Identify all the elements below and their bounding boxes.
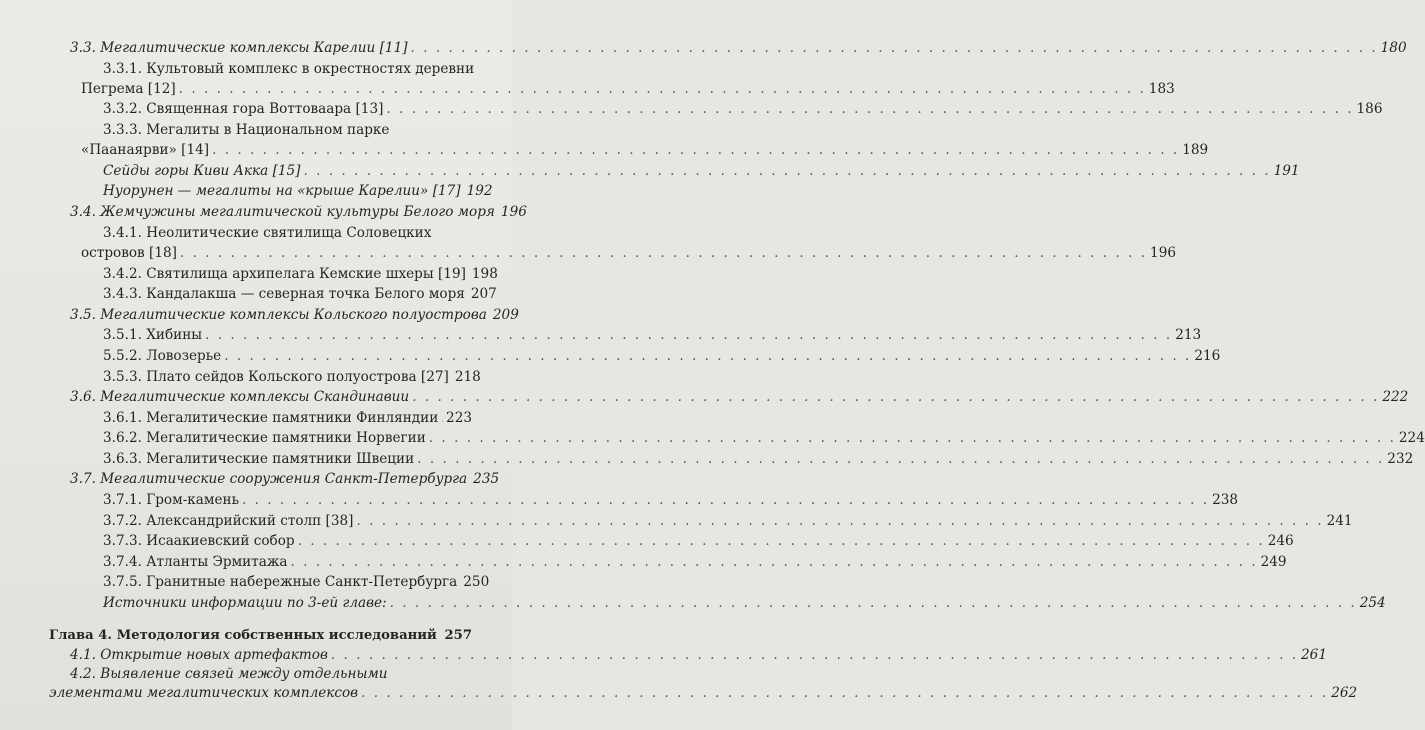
leader-dots bbox=[331, 647, 1298, 663]
toc-entry[interactable] bbox=[103, 265, 498, 282]
toc-title: 3.7.4. Атланты Эрмитажа bbox=[103, 553, 288, 570]
toc-title: 3.4. Жемчужины мегалитической культуры Белого моря bbox=[70, 203, 495, 220]
toc-title: 3.5.3. Плато сейдов Кольского полуострова [27] bbox=[103, 368, 449, 385]
toc-entry-first-line[interactable]: 4.2. Выявление связей между отдельными bbox=[70, 665, 388, 682]
toc-title: Сейды горы Киви Акка [15] bbox=[103, 162, 301, 179]
toc-entry[interactable] bbox=[103, 594, 1386, 611]
toc-title: 3.3. Мегалитические комплексы Карелии [11] bbox=[70, 40, 408, 57]
toc-title: элементами мегалитических комплексов bbox=[49, 684, 359, 701]
toc-title: островов [18] bbox=[81, 245, 177, 262]
toc-title: 3.6.2. Мегалитические памятники Норвегии bbox=[103, 430, 426, 447]
toc-title: 3.7.2. Александрийский столп [38] bbox=[103, 512, 354, 529]
leader-dots bbox=[298, 533, 1265, 549]
toc-title: 3.3.2. Священная гора Воттоваара [13] bbox=[103, 101, 384, 118]
toc-entry[interactable] bbox=[103, 286, 497, 303]
leader-dots bbox=[212, 142, 1179, 158]
toc-page: 198 bbox=[471, 265, 498, 282]
toc-title: 3.7.1. Гром-камень bbox=[103, 491, 239, 508]
toc-page: 224 bbox=[1398, 430, 1425, 447]
toc-entry[interactable] bbox=[103, 574, 490, 591]
toc-entry[interactable] bbox=[70, 389, 1409, 406]
toc-page: 250 bbox=[463, 574, 490, 591]
toc-entry[interactable] bbox=[103, 162, 1300, 179]
toc-entry[interactable] bbox=[103, 450, 1414, 467]
leader-dots bbox=[390, 595, 1357, 611]
toc-page: 191 bbox=[1273, 162, 1300, 179]
leader-dots bbox=[179, 81, 1146, 97]
leader-dots bbox=[412, 389, 1379, 405]
toc-entry[interactable] bbox=[103, 327, 1202, 344]
toc-page: 207 bbox=[470, 286, 497, 303]
leader-dots bbox=[290, 554, 1257, 570]
toc-entry[interactable] bbox=[103, 512, 1353, 529]
toc-entry[interactable] bbox=[70, 647, 1327, 664]
leader-dots bbox=[429, 430, 1396, 446]
toc-page: 213 bbox=[1175, 327, 1202, 344]
toc-page: 186 bbox=[1356, 101, 1383, 118]
toc-page: 254 bbox=[1359, 594, 1386, 611]
toc-entry[interactable] bbox=[49, 684, 1358, 701]
leader-dots bbox=[303, 163, 1270, 179]
leader-dots bbox=[411, 40, 1378, 56]
toc-entry[interactable] bbox=[103, 347, 1221, 364]
toc-title: 3.5.1. Хибины bbox=[103, 327, 203, 344]
toc-page: 223 bbox=[446, 409, 472, 426]
toc-title: 4.1. Открытие новых артефактов bbox=[70, 647, 328, 664]
toc-entry[interactable] bbox=[81, 142, 1209, 159]
toc-entry-first-line[interactable]: 3.4.1. Неолитические святилища Соловецких bbox=[103, 224, 432, 241]
toc-entry[interactable] bbox=[70, 203, 527, 220]
toc-title: 3.7.5. Гранитные набережные Санкт-Петербурга bbox=[103, 574, 458, 591]
toc-entry[interactable] bbox=[103, 410, 472, 426]
toc-page: 235 bbox=[473, 471, 500, 488]
leader-dots bbox=[361, 685, 1328, 701]
toc-entry[interactable] bbox=[103, 553, 1287, 570]
toc-title: 3.4.3. Кандалакша — северная точка Белого моря bbox=[103, 286, 465, 303]
toc-entry[interactable] bbox=[103, 101, 1383, 118]
toc-title: Источники информации по 3-ей главе: bbox=[103, 594, 387, 611]
toc-page: 218 bbox=[454, 368, 481, 385]
toc-title: Глава 4. Методология собственных исследований bbox=[49, 628, 437, 644]
toc-page: 216 bbox=[1194, 347, 1221, 364]
toc-page: 246 bbox=[1267, 533, 1294, 550]
leader-dots bbox=[386, 101, 1353, 117]
toc-page: 180 bbox=[1380, 40, 1407, 57]
toc-title: 3.6. Мегалитические комплексы Скандинавии bbox=[70, 389, 410, 406]
toc-entry[interactable] bbox=[103, 430, 1425, 447]
toc-entry[interactable] bbox=[70, 471, 500, 488]
toc-title: 3.7.3. Исаакиевский собор bbox=[103, 533, 295, 550]
toc-entry[interactable] bbox=[70, 306, 519, 323]
toc-page: 196 bbox=[500, 203, 527, 220]
toc-title: 3.6.3. Мегалитические памятники Швеции bbox=[103, 450, 415, 467]
toc-title: 5.5.2. Ловозерье bbox=[103, 347, 222, 364]
toc-title: Нуорунен — мегалиты на «крыше Карелии» [17] bbox=[103, 183, 461, 200]
toc-page: 196 bbox=[1150, 245, 1176, 262]
toc-title: 3.7. Мегалитические сооружения Санкт-Петербурга bbox=[70, 471, 468, 488]
leader-dots bbox=[224, 348, 1191, 364]
toc-page: 209 bbox=[492, 306, 519, 323]
toc-page: 189 bbox=[1182, 142, 1209, 159]
toc-title: 3.4.2. Святилища архипелага Кемские шхеры [19] bbox=[103, 265, 466, 282]
toc-entry-first-line[interactable]: 3.3.3. Мегалиты в Национальном парке bbox=[103, 121, 390, 138]
leader-dots bbox=[417, 451, 1384, 467]
toc-entry[interactable] bbox=[103, 533, 1294, 550]
leader-dots bbox=[441, 410, 443, 426]
toc-title: «Паанаярви» [14] bbox=[81, 142, 210, 159]
toc-page: 192 bbox=[466, 183, 493, 200]
toc-entry[interactable] bbox=[70, 40, 1407, 57]
toc-entry[interactable] bbox=[103, 368, 481, 385]
leader-dots bbox=[440, 628, 442, 644]
toc-page: 232 bbox=[1387, 450, 1414, 467]
toc-entry-first-line[interactable]: 3.3.1. Культовый комплекс в окрестностях деревни bbox=[103, 60, 475, 77]
leader-dots bbox=[180, 245, 1147, 261]
toc-title: Пегрема [12] bbox=[81, 80, 176, 97]
toc-page: 238 bbox=[1212, 491, 1239, 508]
toc-page: 261 bbox=[1301, 647, 1327, 664]
toc-page: 262 bbox=[1331, 684, 1358, 701]
toc-title: 3.5. Мегалитические комплексы Кольского полуострова bbox=[70, 306, 487, 323]
toc-page: 257 bbox=[444, 628, 472, 644]
toc-title: 3.6.1. Мегалитические памятники Финляндии bbox=[103, 409, 439, 426]
leader-dots bbox=[356, 513, 1323, 529]
toc-page: 222 bbox=[1382, 389, 1409, 406]
toc-page: 241 bbox=[1326, 512, 1353, 529]
toc-entry[interactable] bbox=[103, 491, 1239, 508]
toc-entry[interactable] bbox=[81, 80, 1175, 97]
toc-chapter-entry[interactable] bbox=[49, 628, 472, 644]
leader-dots bbox=[242, 492, 1209, 508]
toc-page: 249 bbox=[1260, 553, 1287, 570]
leader-dots bbox=[205, 327, 1172, 343]
toc-entry[interactable] bbox=[103, 183, 493, 200]
toc-page: 183 bbox=[1148, 80, 1175, 97]
toc-entry[interactable] bbox=[81, 245, 1176, 262]
